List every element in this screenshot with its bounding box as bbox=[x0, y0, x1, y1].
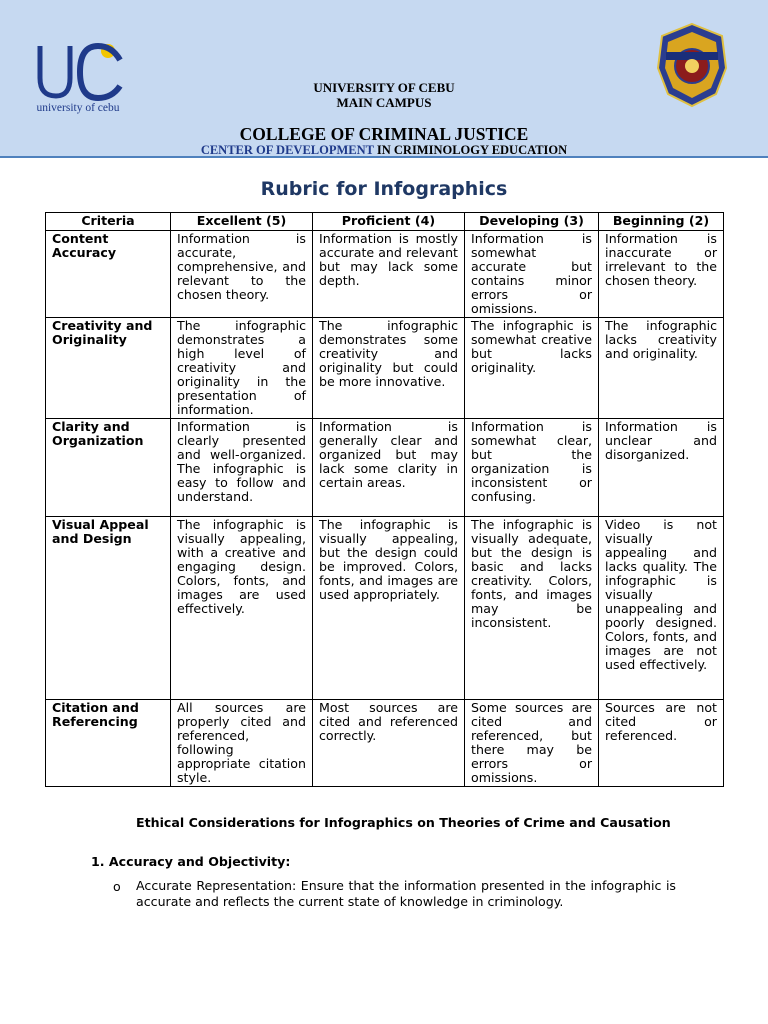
campus-name: MAIN CAMPUS bbox=[336, 95, 432, 110]
college-seal-icon bbox=[656, 22, 728, 108]
excellent-cell: Information is clearly presented and well-organized. The infographic is easy to follow and understand. bbox=[171, 419, 313, 517]
column-header: Criteria bbox=[46, 213, 171, 231]
excellent-cell: The infographic demonstrates a high level of creativity and originality in the presentation of information. bbox=[171, 318, 313, 419]
center-name-highlight: CENTER OF DEVELOPMENT bbox=[200, 143, 374, 157]
table-row bbox=[46, 231, 724, 318]
excellent-cell: Information is accurate, comprehensive, and relevant to the chosen theory. bbox=[171, 231, 313, 318]
bullet-marker: o bbox=[113, 879, 121, 894]
column-header: Beginning (2) bbox=[599, 213, 724, 231]
page-title: Rubric for Infographics bbox=[260, 178, 508, 200]
criteria-cell: Clarity and Organization bbox=[46, 419, 171, 517]
college-name: COLLEGE OF CRIMINAL JUSTICE bbox=[239, 124, 529, 144]
criteria-cell: Citation and Referencing bbox=[46, 700, 171, 787]
table-row bbox=[46, 419, 724, 517]
proficient-cell: Information is mostly accurate and relevant but may lack some depth. bbox=[313, 231, 465, 318]
excellent-cell: The infographic is visually appealing, with a creative and engaging design. Colors, fonts, and images are used effectively. bbox=[171, 517, 313, 700]
logo-caption: university of cebu bbox=[36, 102, 120, 114]
column-header: Proficient (4) bbox=[313, 213, 465, 231]
proficient-cell: The infographic is visually appealing, but the design could be improved. Colors, fonts, and images are used appropriately. bbox=[313, 517, 465, 700]
proficient-cell: Most sources are cited and referenced correctly. bbox=[313, 700, 465, 787]
beginning-cell: Sources are not cited or referenced. bbox=[599, 700, 724, 787]
developing-cell: Information is somewhat clear, but the organization is inconsistent or confusing. bbox=[465, 419, 599, 517]
column-header: Excellent (5) bbox=[171, 213, 313, 231]
beginning-cell: The infographic lacks creativity and originality. bbox=[599, 318, 724, 419]
criteria-cell: Content Accuracy bbox=[46, 231, 171, 318]
developing-cell: The infographic is somewhat creative but lacks originality. bbox=[465, 318, 599, 419]
table-row bbox=[46, 318, 724, 419]
criteria-cell: Visual Appeal and Design bbox=[46, 517, 171, 700]
ethics-heading: Ethical Considerations for Infographics on Theories of Crime and Causation bbox=[136, 815, 671, 830]
beginning-cell: Information is unclear and disorganized. bbox=[599, 419, 724, 517]
column-header: Developing (3) bbox=[465, 213, 599, 231]
letterhead bbox=[0, 0, 768, 158]
rubric-table bbox=[45, 212, 724, 787]
center-name-rest: IN CRIMINOLOGY EDUCATION bbox=[373, 143, 568, 157]
beginning-cell: Information is inaccurate or irrelevant to the chosen theory. bbox=[599, 231, 724, 318]
proficient-cell: The infographic demonstrates some creativity and originality but could be more innovative. bbox=[313, 318, 465, 419]
bullet-text: Accurate Representation: Ensure that the information presented in the infographic is accurate and reflects the current state of knowledge in criminology. bbox=[136, 878, 676, 909]
developing-cell: Some sources are cited and referenced, but there may be errors or omissions. bbox=[465, 700, 599, 787]
table-row bbox=[46, 700, 724, 787]
beginning-cell: Video is not visually appealing and lacks quality. The infographic is visually unappealing and poorly designed. Colors, fonts, and images are not used effectively. bbox=[599, 517, 724, 700]
excellent-cell: All sources are properly cited and referenced, following appropriate citation style. bbox=[171, 700, 313, 787]
center-name bbox=[0, 143, 768, 158]
table-header-row bbox=[46, 213, 724, 231]
table-row bbox=[46, 517, 724, 700]
proficient-cell: Information is generally clear and organized but may lack some clarity in certain areas. bbox=[313, 419, 465, 517]
section-heading: 1. Accuracy and Objectivity: bbox=[91, 854, 291, 869]
criteria-cell: Creativity and Originality bbox=[46, 318, 171, 419]
developing-cell: The infographic is visually adequate, but the design is basic and lacks creativity. Colors, fonts, and images may be inconsistent. bbox=[465, 517, 599, 700]
university-name: UNIVERSITY OF CEBU bbox=[313, 80, 455, 95]
developing-cell: Information is somewhat accurate but contains minor errors or omissions. bbox=[465, 231, 599, 318]
